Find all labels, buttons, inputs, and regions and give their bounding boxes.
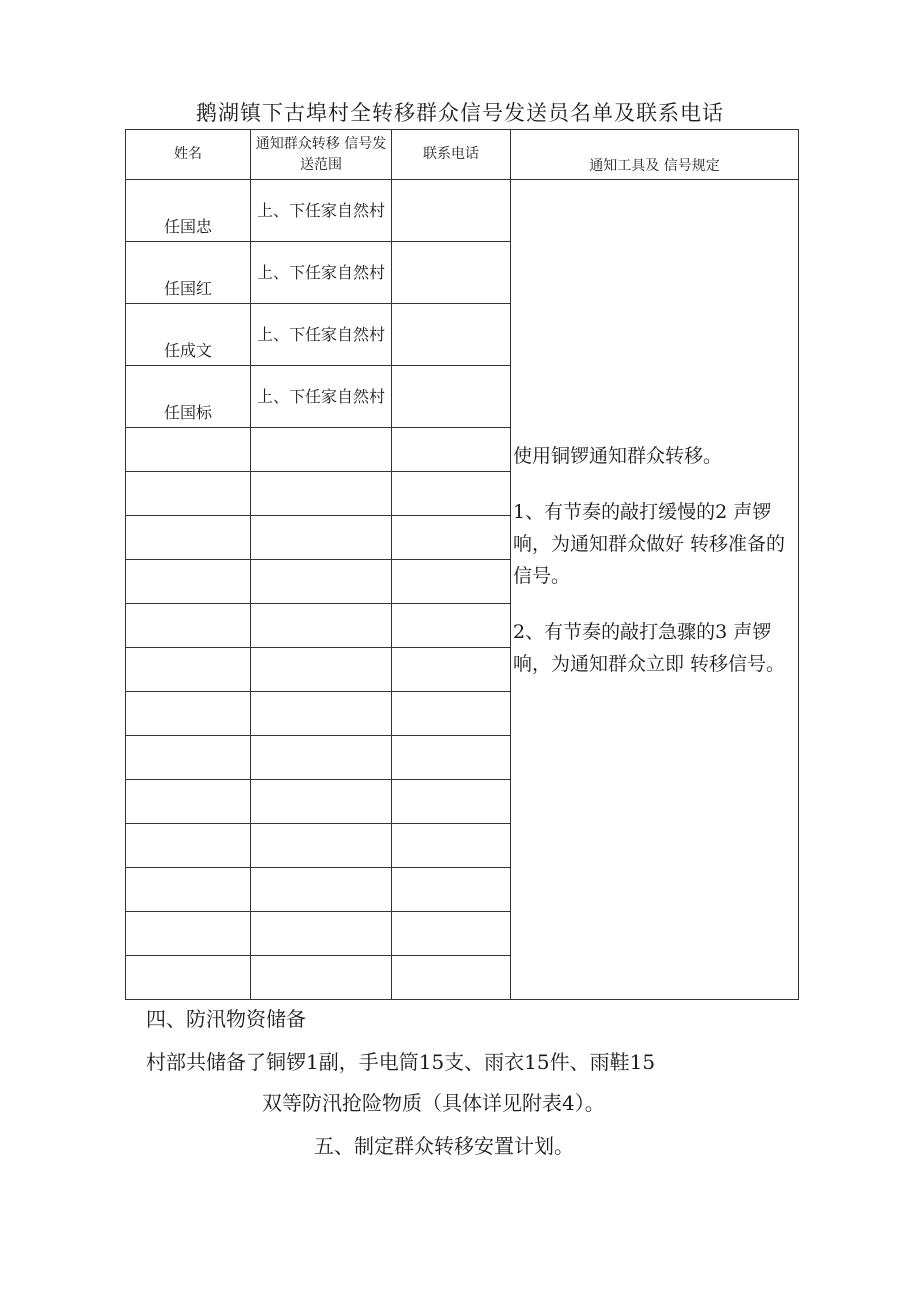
empty-cell xyxy=(392,560,511,604)
rule-evacuate: 2、有节奏的敲打急骤的3 声锣响，为通知群众立即 转移信号。 xyxy=(513,621,786,675)
signal-rules-cell xyxy=(511,180,799,1000)
empty-cell xyxy=(126,472,251,516)
empty-cell xyxy=(251,736,392,780)
header-phone: 联系电话 xyxy=(392,130,511,180)
empty-cell xyxy=(251,824,392,868)
section-heading-supplies: 四、防汛物资储备 xyxy=(146,1007,306,1031)
header-scope: 通知群众转移 信号发送范围 xyxy=(251,130,392,180)
cell-name: 任国红 xyxy=(126,242,251,304)
cell-phone xyxy=(392,304,511,366)
empty-cell xyxy=(126,912,251,956)
empty-cell xyxy=(251,516,392,560)
table-row xyxy=(126,180,799,242)
cell-scope: 上、下任家自然村 xyxy=(251,304,392,366)
empty-cell xyxy=(251,868,392,912)
signal-sender-table xyxy=(125,129,799,1000)
empty-cell xyxy=(126,428,251,472)
header-rules: 通知工具及 信号规定 xyxy=(511,130,799,180)
supplies-text-line-2: 双等防汛抢险物质（具体详见附表4）。 xyxy=(262,1091,605,1115)
rule-intro: 使用铜锣通知群众转移。 xyxy=(513,445,723,467)
cell-phone xyxy=(392,242,511,304)
cell-name: 任成文 xyxy=(126,304,251,366)
empty-cell xyxy=(392,692,511,736)
empty-cell xyxy=(126,692,251,736)
empty-cell xyxy=(392,956,511,1000)
empty-cell xyxy=(126,780,251,824)
supplies-text-line-1: 村部共储备了铜锣1副，手电筒15支、雨衣15件、雨鞋15 xyxy=(146,1050,656,1074)
empty-cell xyxy=(126,956,251,1000)
cell-scope: 上、下任家自然村 xyxy=(251,180,392,242)
empty-cell xyxy=(126,648,251,692)
cell-scope: 上、下任家自然村 xyxy=(251,366,392,428)
empty-cell xyxy=(251,912,392,956)
empty-cell xyxy=(251,472,392,516)
cell-phone xyxy=(392,366,511,428)
empty-cell xyxy=(392,604,511,648)
document-title: 鹅湖镇下古埠村全转移群众信号发送员名单及联系电话 xyxy=(196,101,724,125)
empty-cell xyxy=(126,560,251,604)
empty-cell xyxy=(126,736,251,780)
empty-cell xyxy=(392,428,511,472)
empty-cell xyxy=(392,736,511,780)
empty-cell xyxy=(251,560,392,604)
cell-phone xyxy=(392,180,511,242)
empty-cell xyxy=(392,824,511,868)
empty-cell xyxy=(392,780,511,824)
empty-cell xyxy=(251,780,392,824)
table-header-row xyxy=(126,130,799,180)
cell-name: 任国标 xyxy=(126,366,251,428)
empty-cell xyxy=(251,648,392,692)
empty-cell xyxy=(126,516,251,560)
empty-cell xyxy=(392,868,511,912)
empty-cell xyxy=(392,516,511,560)
empty-cell xyxy=(126,868,251,912)
empty-cell xyxy=(251,692,392,736)
rule-prepare: 1、有节奏的敲打缓慢的2 声锣响，为通知群众做好 转移准备的信号。 xyxy=(513,501,786,587)
empty-cell xyxy=(126,824,251,868)
section-heading-relocation: 五、制定群众转移安置计划。 xyxy=(314,1134,574,1158)
empty-cell xyxy=(392,912,511,956)
cell-scope: 上、下任家自然村 xyxy=(251,242,392,304)
header-name: 姓名 xyxy=(126,130,251,180)
empty-cell xyxy=(126,604,251,648)
empty-cell xyxy=(392,648,511,692)
empty-cell xyxy=(251,604,392,648)
empty-cell xyxy=(392,472,511,516)
empty-cell xyxy=(251,956,392,1000)
empty-cell xyxy=(251,428,392,472)
cell-name: 任国忠 xyxy=(126,180,251,242)
